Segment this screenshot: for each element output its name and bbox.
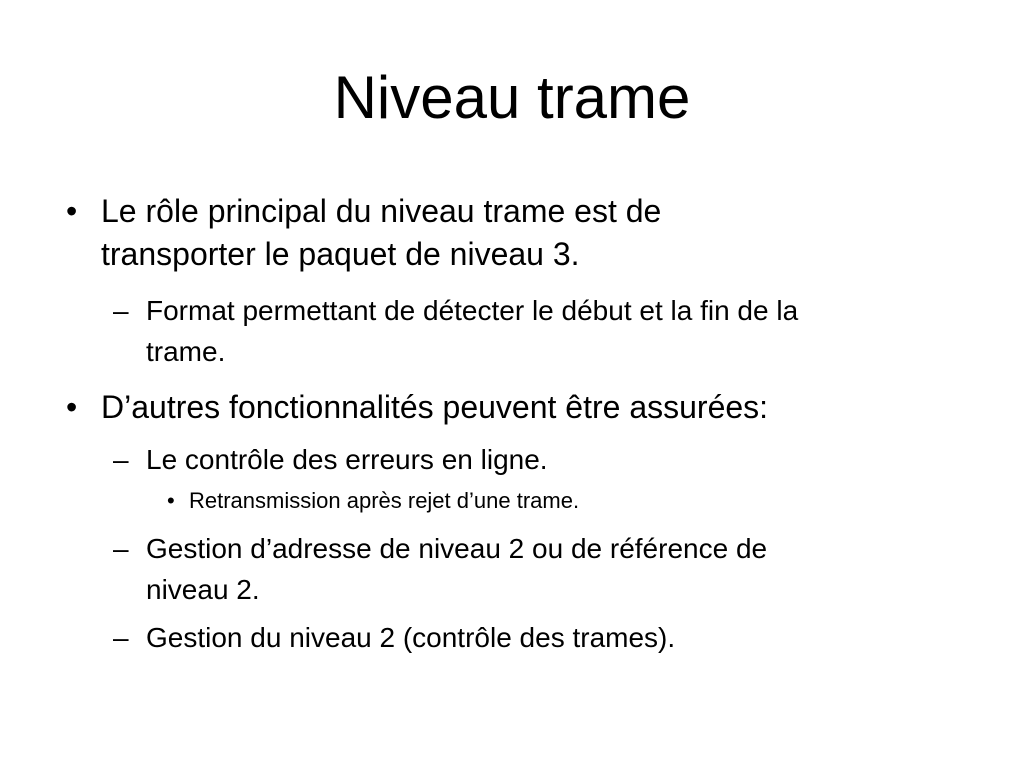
bullet-text-line: Format permettant de détecter le début et la fin de la (146, 295, 799, 326)
bullet-text-line: niveau 2. (146, 574, 260, 605)
dash-marker: – (113, 622, 129, 653)
bullet-text-line: D’autres fonctionnalités peuvent être assurées: (101, 389, 769, 425)
bullet-text-line: Retransmission après rejet d’une trame. (189, 488, 580, 513)
dash-marker: – (113, 444, 129, 475)
bullet-text-line: Gestion d’adresse de niveau 2 ou de référence de (146, 533, 768, 564)
bullet-marker: • (66, 389, 78, 425)
bullet-marker: • (66, 193, 78, 229)
bullet-marker: • (167, 488, 175, 513)
dash-marker: – (113, 533, 129, 564)
slide-title: Niveau trame (333, 64, 691, 131)
dash-marker: – (113, 295, 129, 326)
bullet-text-line: Gestion du niveau 2 (contrôle des trames). (146, 622, 676, 653)
bullet-text-line: Le rôle principal du niveau trame est de (101, 193, 662, 229)
bullet-text-line: transporter le paquet de niveau 3. (101, 236, 580, 272)
bullet-text-line: Le contrôle des erreurs en ligne. (146, 444, 548, 475)
bullet-text-line: trame. (146, 336, 226, 367)
